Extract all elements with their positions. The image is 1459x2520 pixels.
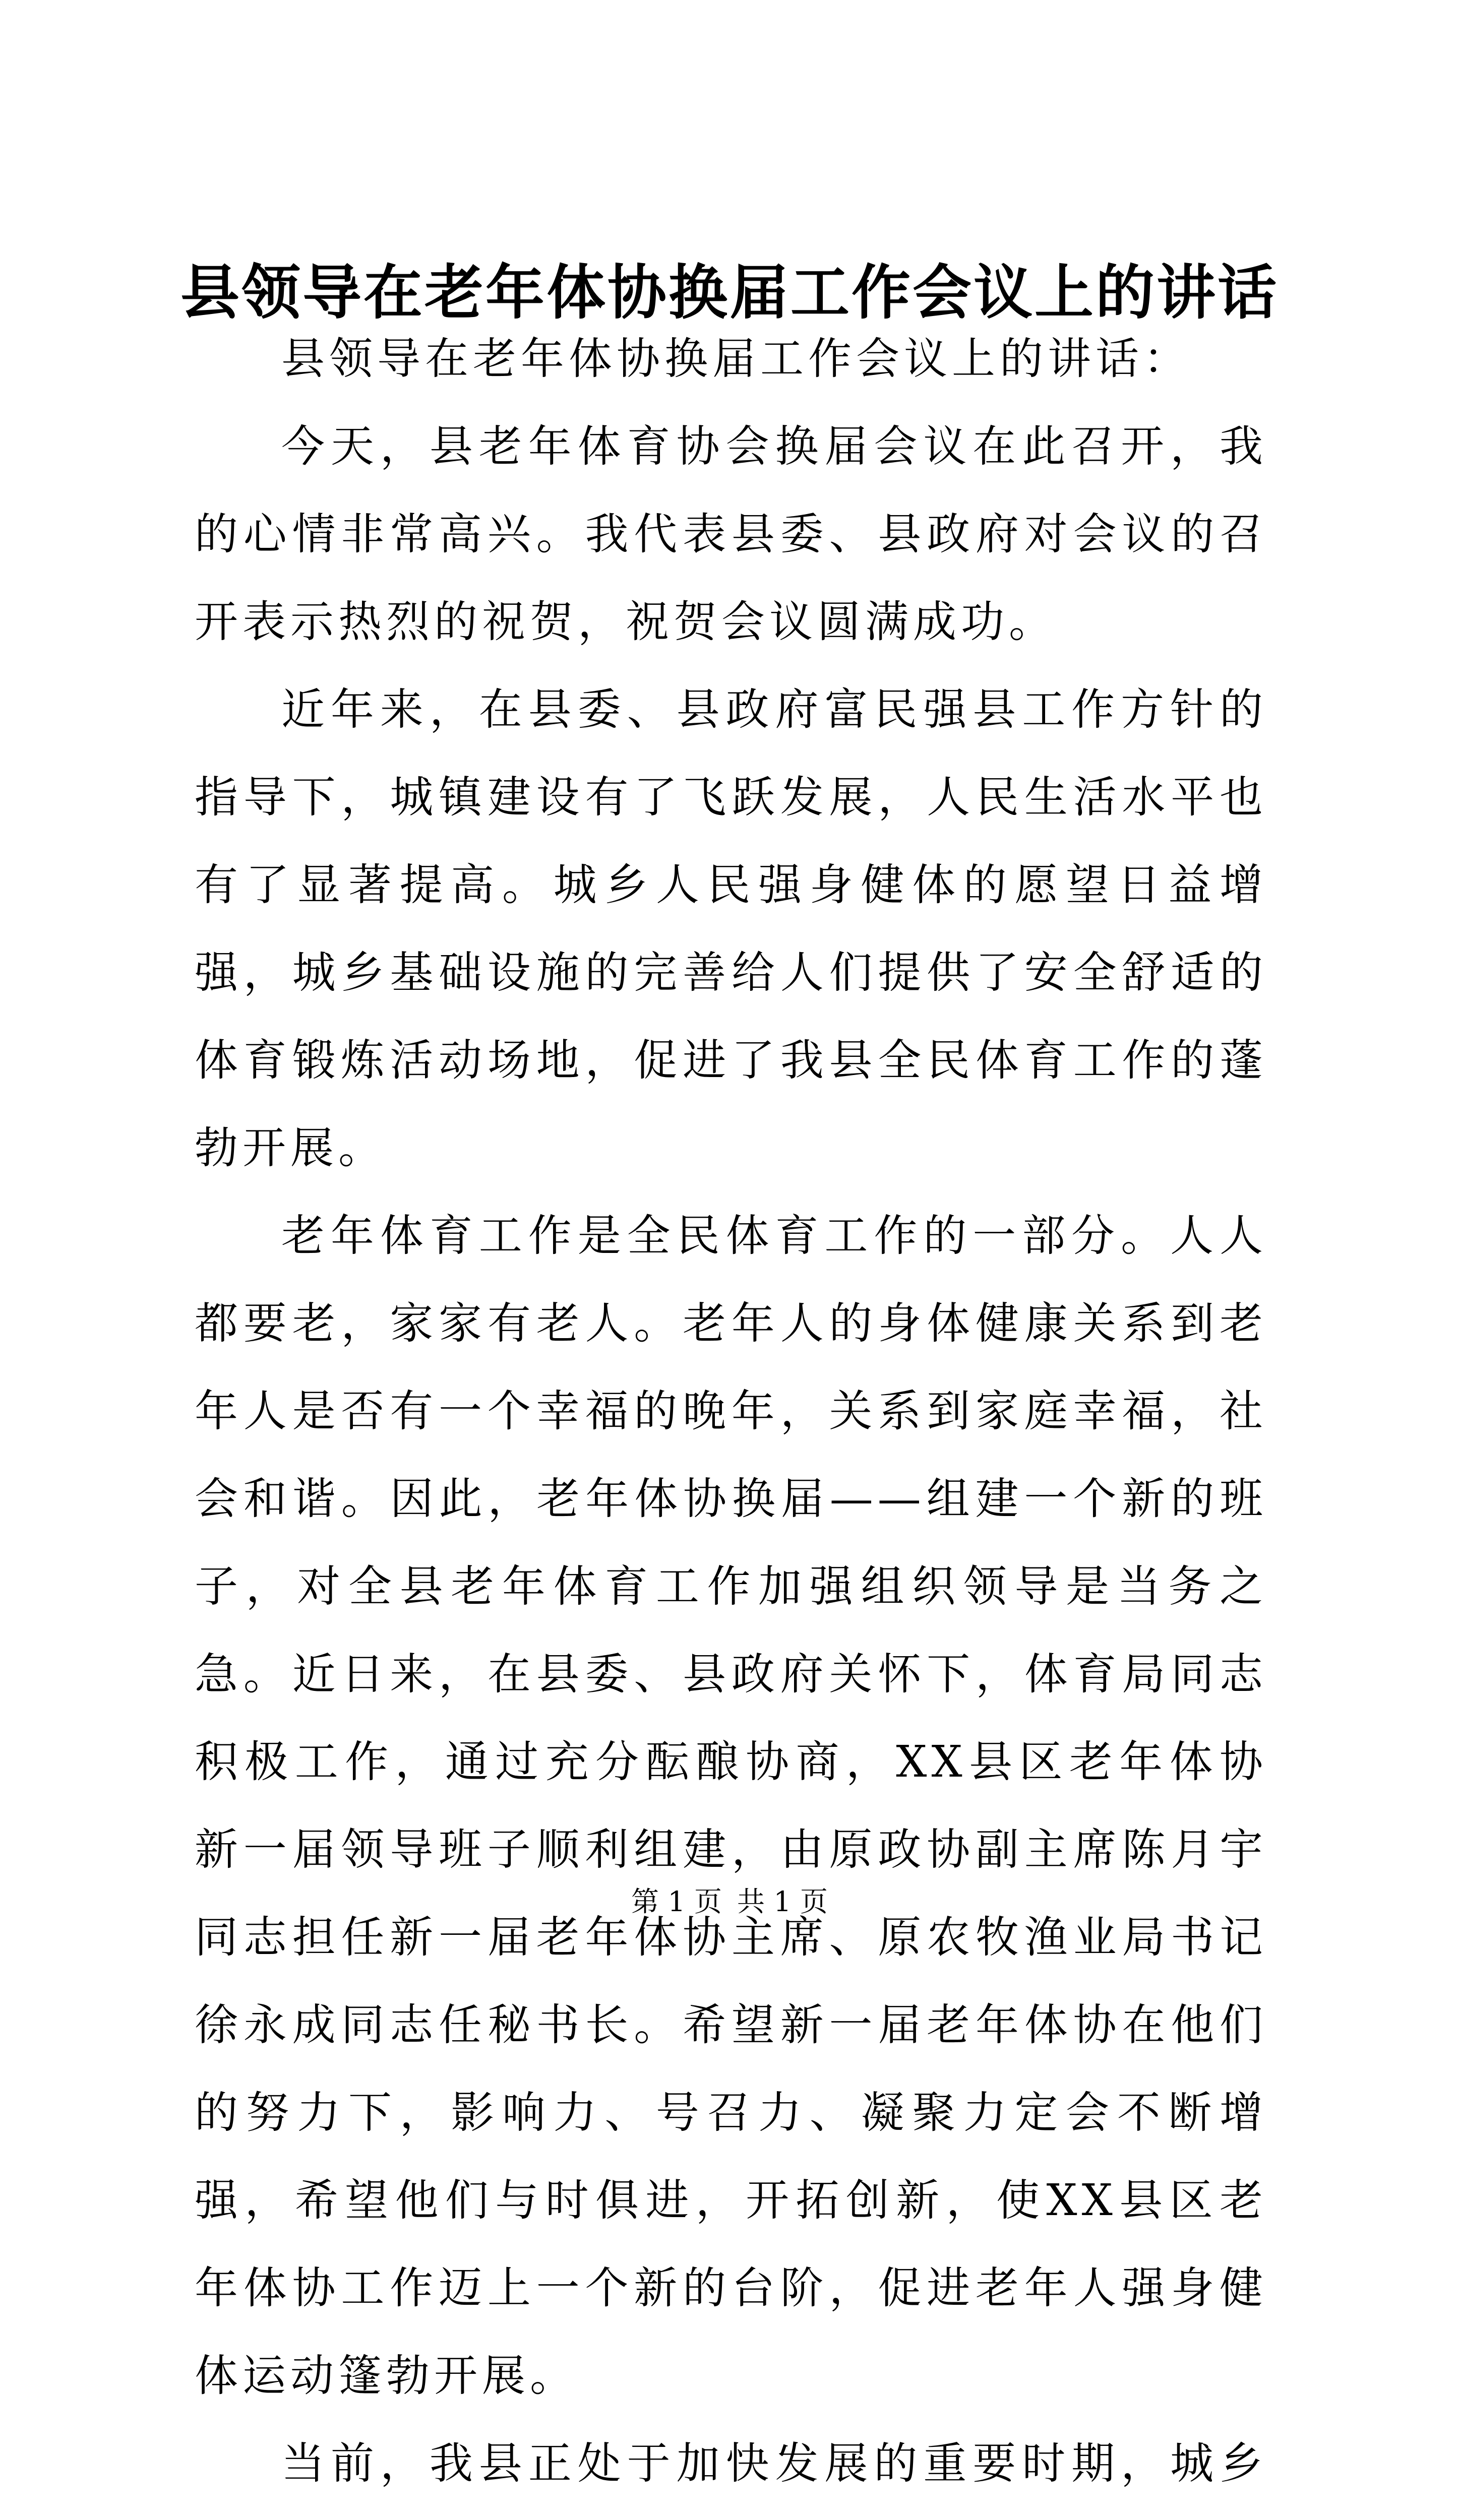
page-number: 第 1 页 (631, 1885, 722, 1918)
paragraph-intro: 县领导在老年体协换届工作会议上的讲话： (281, 334, 1191, 384)
paragraph-2: 近年来，在县委、县政府富民强县工作方针的指导下，城镇建设有了飞跃发展，人民生活水平也有了显著提高。城乡人民强身健体的愿望日益增强，城乡基础设施的完善给人们提供了安全舒适的体育锻炼活动场地，促进了我县全民体育工作的蓬勃开展。 (195, 684, 1267, 1173)
document-body (195, 315, 1267, 2520)
page-total: 共 1 页 (737, 1885, 828, 1918)
paragraph-1: 今天，县老年体育协会换届会议在此召开，我的心情非常高兴。我代表县委、县政府对会议的召开表示热烈的祝贺，祝贺会议圆满成功。 (195, 421, 1267, 647)
paragraph-3: 老年体育工作是全民体育工作的一部分。人人都要老，家家有老人。老年人的身体健康关系到老年人是否有一个幸福的晚年，关系到家庭幸福，社会和谐。因此，老年体协换届——组建一个新的班子，对全县老年体育工作加强组织领导是当务之急。近日来，在县委、县政府关怀下，体育局同志积极工作，通过充分酝酿协商，XX县区老年体协新一届领导班子顺利组建，由原政协副主席陈月宇同志担任新一届老年体协主席、原农牧渔业局书记徐永成同志任秘书长。希望新一届老年体协在他们的努力下，影响力、号召力、凝聚力定会不断增强，希望他们与时俱进，开拓创新，使XX县区老年体协工作迈上一个新的台阶，促进老年人强身健体运动篷勃开展。 (195, 1211, 1267, 2401)
document-title: 县领导在老年体协换届工作会议上的讲话 (180, 258, 1279, 327)
paragraph-4: 当前，我县正处于加快发展的重要时期，城乡 (281, 2438, 1267, 2489)
page-footer (0, 1881, 1459, 1922)
